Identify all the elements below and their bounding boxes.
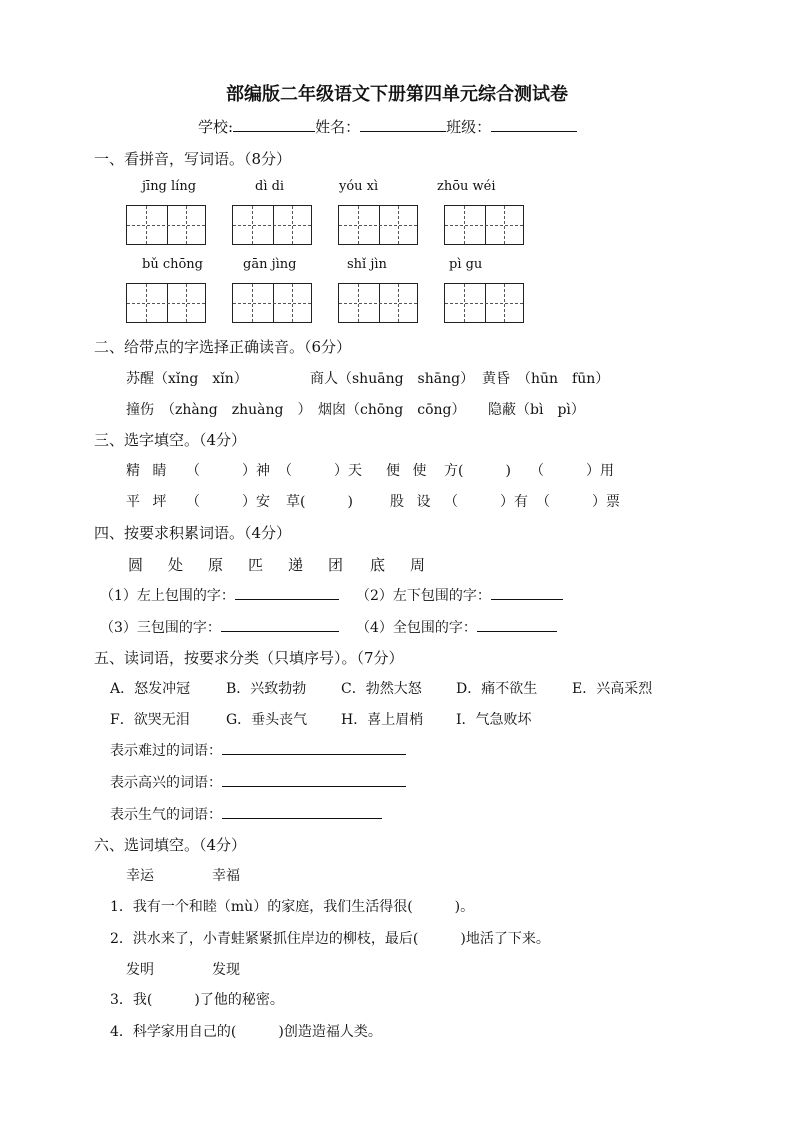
option-item: F．欲哭无泪 [110,712,190,728]
question-label: （2）左下包围的字： [356,588,491,604]
name-blank[interactable] [360,117,446,132]
page-title: 部编版二年级语文下册第四单元综合测试卷 [226,84,568,105]
fill-blank[interactable]: （ ）有 [444,494,528,510]
category-line [110,740,406,760]
answer-blank[interactable] [222,740,406,755]
fill-blank[interactable]: 草( ) [286,494,353,510]
word-choice: 发现 [212,962,240,978]
category-line [110,772,406,792]
category-label: 表示难过的词语： [110,743,222,759]
reading-item: 撞伤 （zhàng zhuàng ） [126,402,312,418]
reading-item: 黄昏 （hūn fūn） [482,371,610,387]
pinyin-4: zhōu wéi [437,179,496,194]
section-4-heading: 四、按要求积累词语。（4分） [94,524,292,542]
char-item: 原 [208,556,224,574]
reading-item: 烟囱（chōng cōng） [318,402,466,418]
char-item: 团 [328,556,344,574]
writing-grid[interactable] [338,205,418,245]
answer-blank[interactable] [477,617,557,632]
writing-grid[interactable] [232,205,312,245]
word-choice: 幸福 [212,868,240,884]
writing-grid[interactable] [444,283,524,323]
writing-grid[interactable] [444,205,524,245]
question-label: （3）三包围的字： [100,620,221,636]
category-line [110,804,382,824]
section-2-heading: 二、给带点的字选择正确读音。（6分） [94,338,352,356]
pinyin-1: jīng líng [142,179,197,194]
question-line [100,617,339,637]
fill-sentence[interactable]: 3．我( )了他的秘密。 [110,992,284,1008]
writing-grid[interactable] [126,283,206,323]
question-label: （1）左上包围的字： [100,588,235,604]
category-label: 表示高兴的词语： [110,775,222,791]
word-choice: 发明 [126,962,154,978]
pinyin-6: gān jìng [243,257,297,272]
char-pair: 平 坪 [126,494,171,510]
answer-blank[interactable] [222,772,406,787]
reading-item: 商人（shuāng shāng） [310,371,475,387]
writing-grid[interactable] [126,205,206,245]
answer-blank[interactable] [222,804,382,819]
answer-blank[interactable] [235,585,339,600]
char-pair: 便 使 [386,463,431,479]
category-label: 表示生气的词语： [110,807,222,823]
answer-blank[interactable] [491,585,563,600]
option-item: B．兴致勃勃 [226,681,307,697]
char-item: 圆 [128,556,144,574]
word-choice: 幸运 [126,868,154,884]
fill-sentence[interactable]: 4．科学家用自己的( )创造造福人类。 [110,1024,382,1040]
header-info [198,116,577,137]
pinyin-2: dì di [255,179,285,194]
char-item: 处 [168,556,184,574]
pinyin-8: pì gu [449,257,483,272]
reading-item: 苏醒（xǐng xǐn） [126,371,248,387]
writing-grid[interactable] [232,283,312,323]
option-item: C．勃然大怒 [341,681,422,697]
char-item: 底 [370,556,386,574]
char-pair: 股 设 [390,494,435,510]
fill-blank[interactable]: （ ）天 [278,463,362,479]
name-label: 姓名： [315,118,361,136]
char-item: 匹 [248,556,264,574]
option-item: H．喜上眉梢 [341,712,424,728]
class-blank[interactable] [491,117,577,132]
fill-blank[interactable]: （ ）用 [530,463,614,479]
fill-sentence[interactable]: 1．我有一个和睦（mù）的家庭，我们生活得很( )。 [110,899,475,915]
reading-item: 隐蔽（bì pì） [488,402,585,418]
fill-blank[interactable]: （ ）票 [536,494,620,510]
section-1-heading: 一、看拼音，写词语。（8分） [94,150,292,168]
pinyin-3: yóu xì [339,179,379,194]
option-item: E．兴高采烈 [572,681,653,697]
char-item: 递 [288,556,304,574]
question-label: （4）全包围的字： [356,620,477,636]
question-line [356,585,563,605]
option-item: D．痛不欲生 [456,681,538,697]
school-label: 学校: [198,118,234,136]
fill-blank[interactable]: （ ）安 [186,494,270,510]
fill-sentence[interactable]: 2．洪水来了，小青蛙紧紧抓住岸边的柳枝，最后( )地活了下来。 [110,931,550,947]
section-3-heading: 三、选字填空。（4分） [94,431,247,449]
writing-grid[interactable] [338,283,418,323]
option-item: A．怒发冲冠 [110,681,191,697]
fill-blank[interactable]: 方( ) [444,463,511,479]
section-6-heading: 六、选词填空。（4分） [94,836,247,854]
answer-blank[interactable] [221,617,339,632]
option-item: G．垂头丧气 [226,712,308,728]
char-pair: 精 睛 [126,463,171,479]
school-blank[interactable] [233,117,315,132]
question-line [356,617,557,637]
pinyin-5: bǔ chōng [142,257,204,272]
pinyin-7: shǐ jìn [347,257,387,272]
fill-blank[interactable]: （ ）神 [186,463,270,479]
section-5-heading: 五、读词语，按要求分类（只填序号）。（7分） [94,649,404,667]
question-line [100,585,339,605]
class-label: 班级： [446,118,492,136]
option-item: I．气急败坏 [456,712,532,728]
char-item: 周 [410,556,426,574]
